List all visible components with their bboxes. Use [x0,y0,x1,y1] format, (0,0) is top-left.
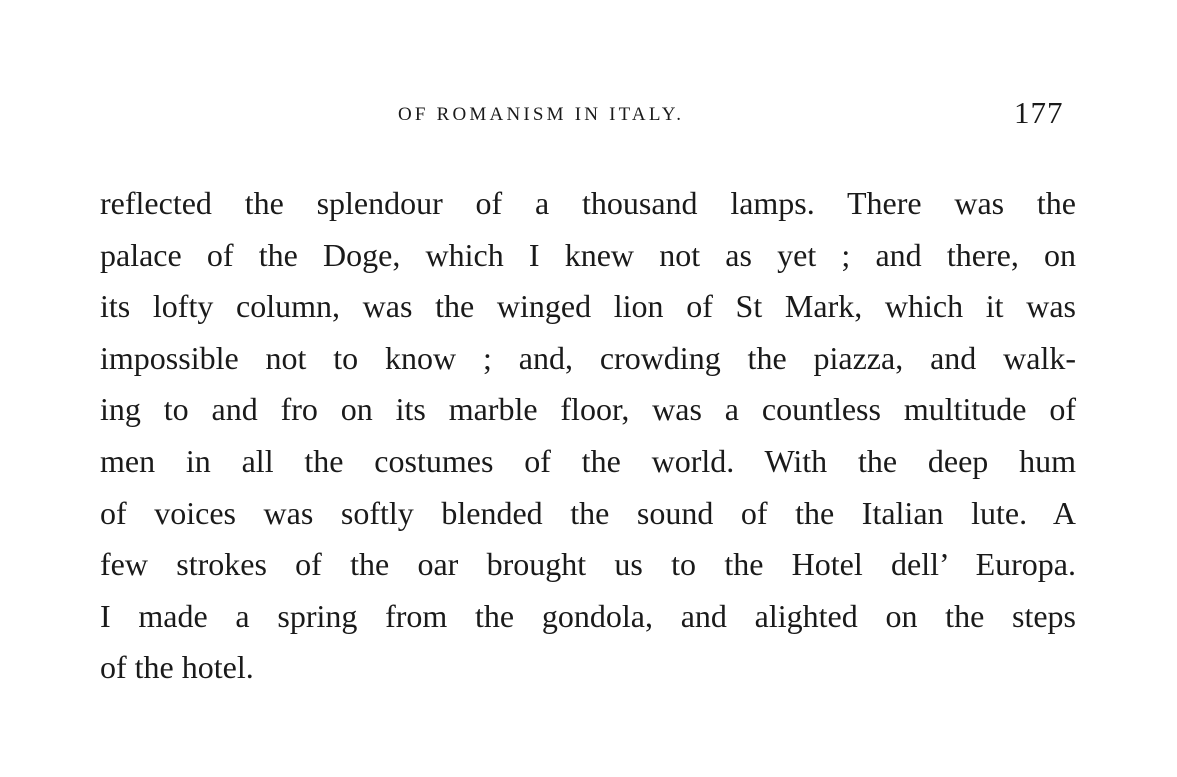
page-number: 177 [1014,95,1064,130]
text-line: palace of the Doge, which I knew not as yet ; and there, on [100,236,1076,273]
running-head [0,95,1177,138]
text-line: ing to and fro on its marble floor, was a countless multitude of [100,391,1076,428]
text-line: its lofty column, was the winged lion of St Mark, which it was [100,288,1076,325]
text-line: of voices was softly blended the sound of the Italian lute. A [100,494,1076,531]
text-line: men in all the costumes of the world. With the deep hum [100,442,1076,479]
text-line: of the hotel. [100,649,254,686]
text-line: few strokes of the oar brought us to the Hotel dell’ Europa. [100,546,1076,583]
text-line: impossible not to know ; and, crowding the piazza, and walk- [100,339,1076,376]
text-line: I made a spring from the gondola, and alighted on the steps [100,597,1076,634]
running-title: OF ROMANISM IN ITALY. [398,104,685,125]
body-paragraph [100,178,1076,694]
text-line: reflected the splendour of a thousand lamps. There was the [100,185,1076,221]
